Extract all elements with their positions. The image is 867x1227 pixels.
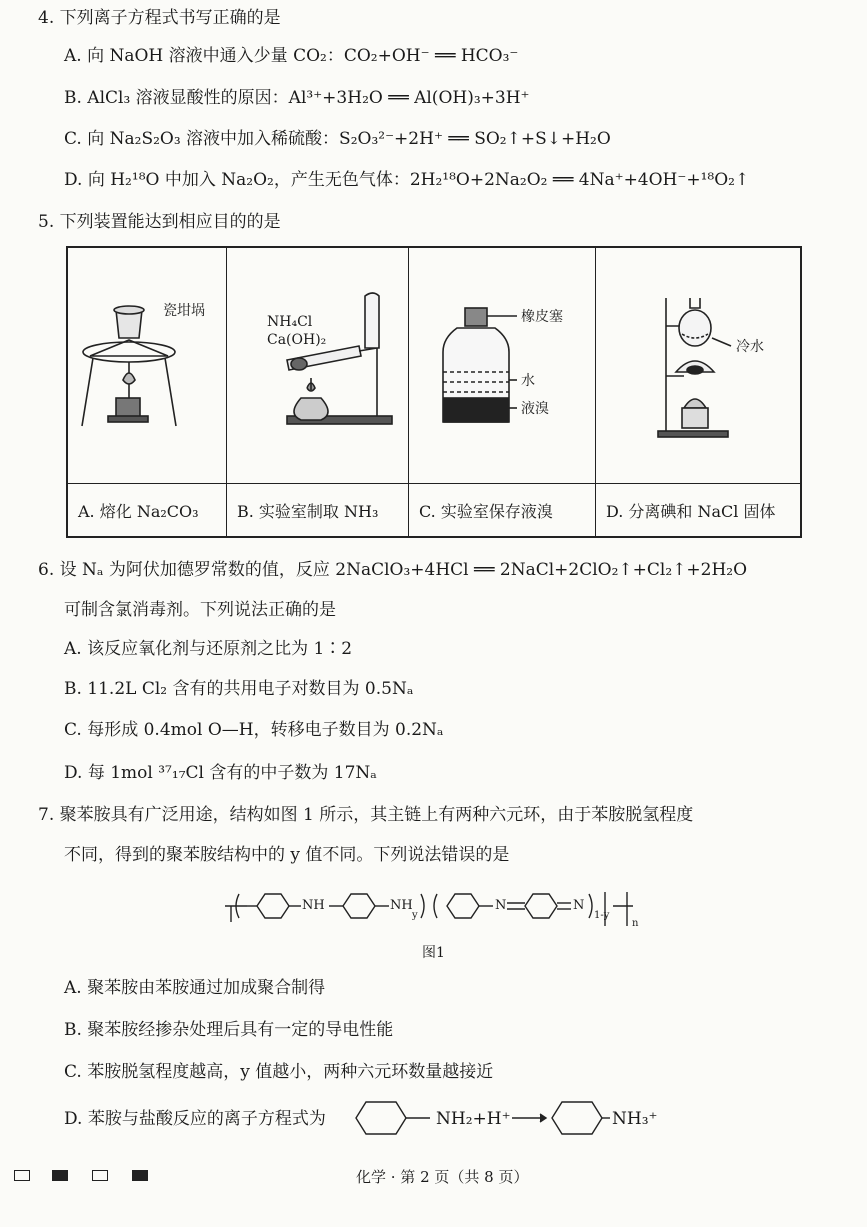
- apparatus-a-cell: [68, 248, 227, 483]
- q7-option-b: B. 聚苯胺经掺杂处理后具有一定的导电性能: [64, 1020, 394, 1040]
- q4-option-b: B. AlCl₃ 溶液显酸性的原因：Al³⁺+3H₂O ══ Al(OH)₃+3H⁺: [64, 88, 530, 108]
- iodine-separation-illustration: [596, 248, 798, 481]
- q4-option-c: C. 向 Na₂S₂O₃ 溶液中加入稀硫酸：S₂O₃²⁻+2H⁺ ══ SO₂↑+S↓+H₂O: [64, 129, 611, 149]
- footer-filled-square-icon: [52, 1170, 68, 1181]
- figure-1-caption: 图1: [422, 945, 445, 961]
- footer-open-square-icon-2: [92, 1170, 108, 1181]
- struct-n-subscript: n: [632, 918, 639, 929]
- q6-option-b: B. 11.2L Cl₂ 含有的共用电子对数目为 0.5Nₐ: [64, 679, 414, 699]
- q6-stem-line1: 6. 设 Nₐ 为阿伏加德罗常数的值，反应 2NaClO₃+4HCl ══ 2NaCl+2ClO₂↑+Cl₂↑+2H₂O: [38, 560, 748, 580]
- water-label: 水: [521, 373, 535, 389]
- caption-d: D. 分离碘和 NaCl 固体: [606, 501, 776, 521]
- struct-y-subscript: y: [412, 910, 418, 921]
- page-number-label: 化学 · 第 2 页（共 8 页）: [356, 1168, 529, 1186]
- q7-option-d: D. 苯胺与盐酸反应的离子方程式为: [64, 1109, 326, 1129]
- struct-nh-2: NH: [390, 898, 413, 913]
- q4-option-d: D. 向 H₂¹⁸O 中加入 Na₂O₂，产生无色气体：2H₂¹⁸O+2Na₂O₂ ══ 4Na⁺+4OH⁻+¹⁸O₂↑: [64, 170, 750, 190]
- q6-stem-line2: 可制含氯消毒剂。下列说法正确的是: [64, 600, 336, 620]
- crucible-label: 瓷坩埚: [163, 303, 205, 319]
- reagent-label-2: Ca(OH)₂: [267, 332, 327, 348]
- footer-filled-square-icon-2: [132, 1170, 148, 1181]
- footer-open-square-icon: [14, 1170, 30, 1181]
- q4-option-a: A. 向 NaOH 溶液中通入少量 CO₂：CO₂+OH⁻ ══ HCO₃⁻: [64, 46, 519, 66]
- q7-option-a: A. 聚苯胺由苯胺通过加成聚合制得: [64, 978, 326, 998]
- q6-option-c: C. 每形成 0.4mol O—H，转移电子数目为 0.2Nₐ: [64, 720, 444, 740]
- struct-nh-1: NH: [302, 898, 325, 913]
- caption-a: A. 熔化 Na₂CO₃: [68, 484, 227, 536]
- struct-n-1: N: [495, 898, 507, 913]
- stopper-label: 橡皮塞: [521, 309, 563, 325]
- cold-water-label: 冷水: [736, 339, 764, 355]
- caption-c: C. 实验室保存液溴: [409, 484, 596, 536]
- q7-d-equation-right: NH₃⁺: [612, 1109, 658, 1129]
- ammonia-apparatus-illustration: [227, 248, 407, 481]
- apparatus-caption-row: [68, 483, 800, 536]
- crucible-heating-illustration: [68, 248, 225, 481]
- q7-stem-line1: 7. 聚苯胺具有广泛用途，结构如图 1 所示，其主链上有两种六元环，由于苯胺脱氢程度: [38, 805, 694, 825]
- struct-1-y-subscript: 1-y: [594, 910, 610, 921]
- caption-b: B. 实验室制取 NH₃: [227, 484, 409, 536]
- q7-stem-line2: 不同，得到的聚苯胺结构中的 y 值不同。下列说法错误的是: [64, 845, 510, 865]
- reagent-label-1: NH₄Cl: [267, 314, 313, 330]
- q6-option-a: A. 该反应氧化剂与还原剂之比为 1∶2: [64, 639, 353, 659]
- q7-option-c: C. 苯胺脱氢程度越高，y 值越小，两种六元环数量越接近: [64, 1062, 494, 1082]
- bromine-label: 液溴: [521, 401, 549, 417]
- apparatus-d-cell: [596, 248, 800, 483]
- struct-n-2: N: [573, 898, 585, 913]
- bromine-storage-illustration: [409, 248, 594, 481]
- polyaniline-structure: [225, 882, 655, 934]
- q7-d-equation-left: NH₂+H⁺: [436, 1109, 511, 1129]
- q5-stem: 5. 下列装置能达到相应目的的是: [38, 212, 281, 232]
- arrow-and-ring-right: [510, 1098, 610, 1138]
- apparatus-table: [66, 246, 802, 538]
- apparatus-b-cell: [227, 248, 409, 483]
- q6-option-d: D. 每 1mol ³⁷₁₇Cl 含有的中子数为 17Nₐ: [64, 763, 377, 783]
- apparatus-c-cell: [409, 248, 596, 483]
- aniline-ring-left: [352, 1098, 442, 1138]
- q4-stem: 4. 下列离子方程式书写正确的是: [38, 8, 281, 28]
